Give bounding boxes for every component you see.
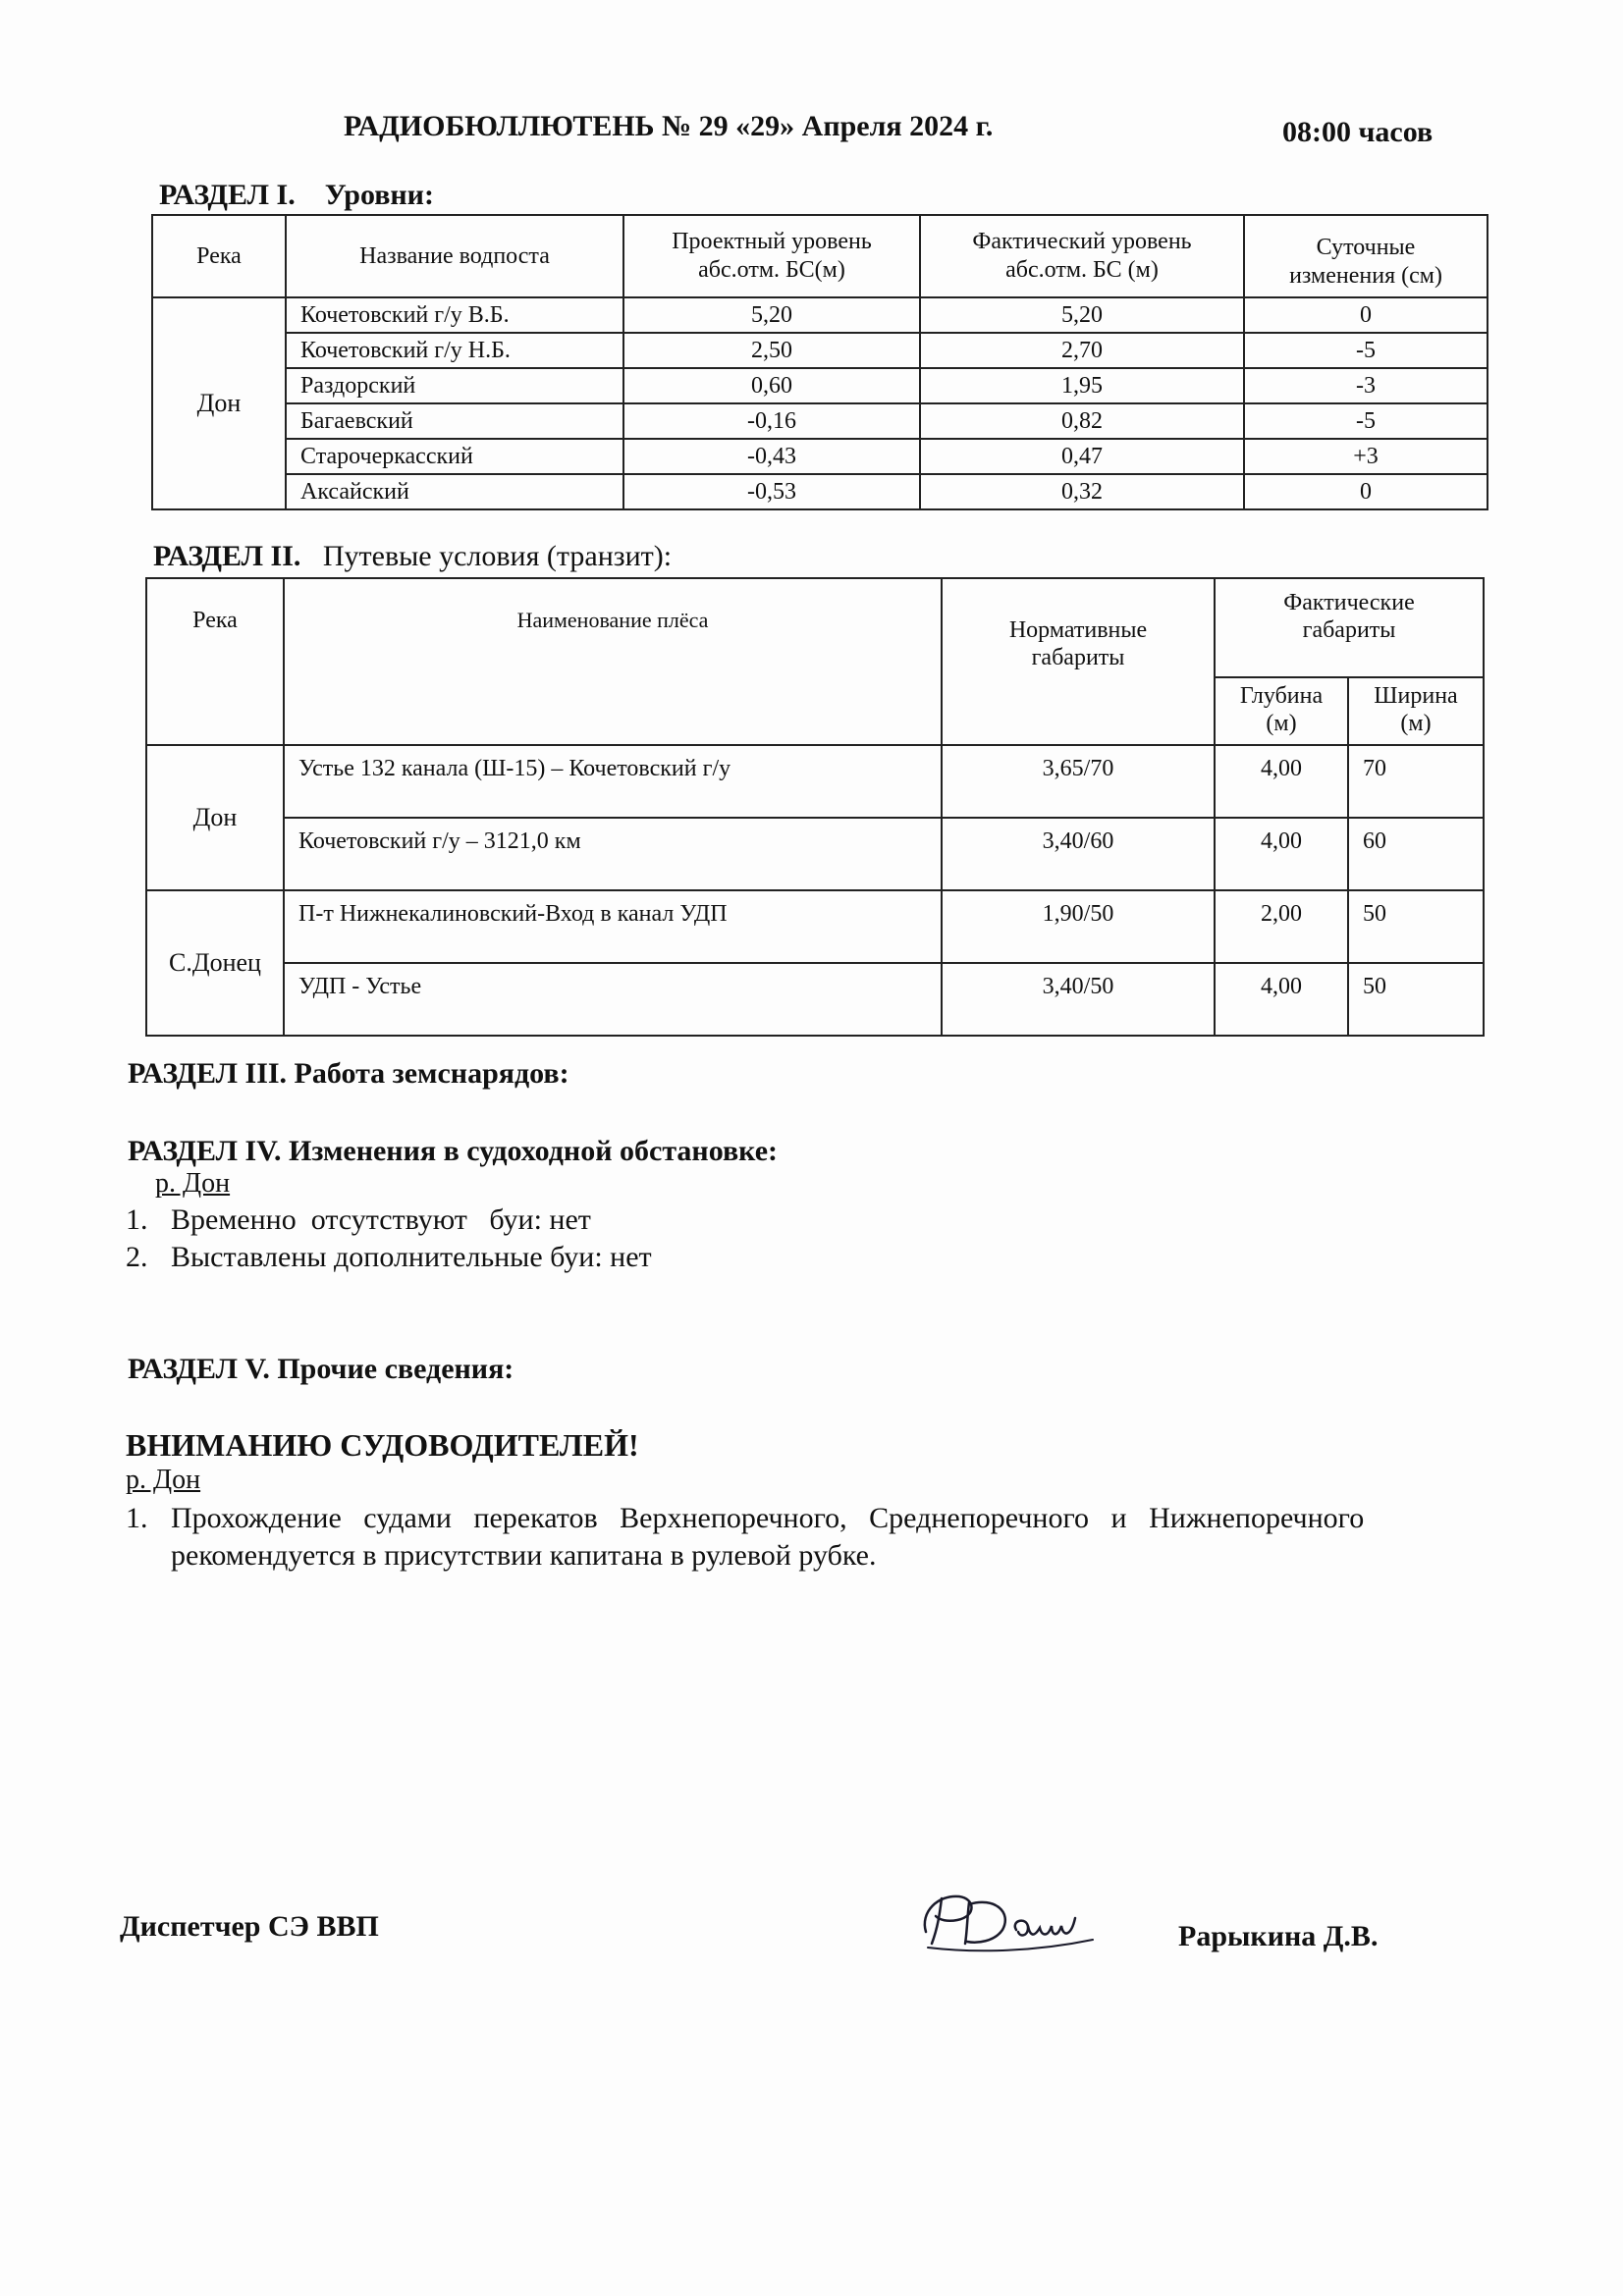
col-daily-change: Суточные изменения (см): [1244, 215, 1488, 297]
list-text-line1: Прохождение судами перекатов Верхнепоречного, Среднепоречного и Нижнепоречного: [171, 1502, 1365, 1534]
design-level: -0,43: [623, 439, 920, 474]
table-row: [146, 818, 1484, 890]
actual-level: 1,95: [920, 368, 1244, 403]
signature-icon: [918, 1883, 1114, 1966]
levels-header-row: [152, 215, 1488, 297]
col-river: Река: [152, 215, 286, 297]
col-design-level: Проектный уровень абс.отм. БС(м): [623, 215, 920, 297]
actual-level: 0,32: [920, 474, 1244, 509]
post-name: Кочетовский г/у Н.Б.: [286, 333, 623, 368]
list-text: Выставлены дополнительные буи: нет: [171, 1241, 652, 1273]
list-item: [126, 1241, 652, 1274]
list-number: 2.: [126, 1241, 148, 1273]
section4-heading: РАЗДЕЛ IV. Изменения в судоходной обстановке:: [128, 1135, 779, 1167]
table-row: [146, 890, 1484, 963]
norm-dimensions: 3,40/60: [942, 818, 1215, 890]
actual-depth: 4,00: [1215, 818, 1348, 890]
col-norm-dimensions: Нормативные габариты: [942, 578, 1215, 745]
daily-change: -5: [1244, 403, 1488, 439]
design-level: 5,20: [623, 297, 920, 333]
segment-name: УДП - Устье: [284, 963, 942, 1036]
table-row: [152, 368, 1488, 403]
section4-river: р. Дон: [155, 1168, 231, 1199]
col-river: Река: [146, 578, 284, 745]
attention-heading: ВНИМАНИЮ СУДОВОДИТЕЛЕЙ!: [126, 1427, 639, 1463]
segment-name: П-т Нижнекалиновский-Вход в канал УДП: [284, 890, 942, 963]
actual-width: 50: [1348, 890, 1484, 963]
dispatcher-name: Рарыкина Д.В.: [1178, 1920, 1379, 1952]
actual-level: 5,20: [920, 297, 1244, 333]
post-name: Старочеркасский: [286, 439, 623, 474]
post-name: Аксайский: [286, 474, 623, 509]
river-cell: Дон: [152, 297, 286, 509]
col-segment: Наименование плёса: [284, 578, 942, 745]
list-text-line2: рекомендуется в присутствии капитана в рулевой рубке.: [171, 1539, 877, 1572]
post-name: Раздорский: [286, 368, 623, 403]
table-row: [146, 745, 1484, 818]
table-row: [146, 963, 1484, 1036]
actual-depth: 2,00: [1215, 890, 1348, 963]
norm-dimensions: 3,40/50: [942, 963, 1215, 1036]
section2-title: Путевые условия (транзит):: [322, 540, 673, 572]
transit-header-row: [146, 578, 1484, 677]
transit-table: [145, 577, 1485, 1037]
levels-table: [151, 214, 1488, 510]
section2-label: РАЗДЕЛ II.: [153, 540, 301, 572]
river-cell: С.Донец: [146, 890, 284, 1036]
table-row: [152, 297, 1488, 333]
list-text: Временно отсутствуют буи: нет: [171, 1203, 591, 1236]
post-name: Кочетовский г/у В.Б.: [286, 297, 623, 333]
col-depth: Глубина (м): [1215, 677, 1348, 745]
col-actual-dimensions: Фактические габариты: [1215, 578, 1484, 677]
daily-change: +3: [1244, 439, 1488, 474]
section1-heading: [159, 179, 434, 212]
table-row: [152, 439, 1488, 474]
actual-level: 0,47: [920, 439, 1244, 474]
bulletin-title: РАДИОБЮЛЛЮТЕНЬ № 29 «29» Апреля 2024 г.: [344, 110, 994, 142]
design-level: 0,60: [623, 368, 920, 403]
actual-width: 50: [1348, 963, 1484, 1036]
daily-change: -3: [1244, 368, 1488, 403]
list-number: 1.: [126, 1502, 148, 1534]
col-width: Ширина (м): [1348, 677, 1484, 745]
river-cell: Дон: [146, 745, 284, 890]
post-name: Багаевский: [286, 403, 623, 439]
daily-change: 0: [1244, 474, 1488, 509]
dispatcher-position: Диспетчер СЭ ВВП: [120, 1910, 379, 1943]
actual-width: 60: [1348, 818, 1484, 890]
actual-level: 0,82: [920, 403, 1244, 439]
section1-title: Уровни:: [324, 179, 434, 211]
attention-river: р. Дон: [126, 1465, 201, 1495]
daily-change: 0: [1244, 297, 1488, 333]
segment-name: Устье 132 канала (Ш-15) – Кочетовский г/у: [284, 745, 942, 818]
actual-depth: 4,00: [1215, 963, 1348, 1036]
design-level: -0,16: [623, 403, 920, 439]
actual-width: 70: [1348, 745, 1484, 818]
daily-change: -5: [1244, 333, 1488, 368]
table-row: [152, 403, 1488, 439]
actual-level: 2,70: [920, 333, 1244, 368]
section5-heading: РАЗДЕЛ V. Прочие сведения:: [128, 1353, 514, 1385]
section3-heading: РАЗДЕЛ III. Работа земснарядов:: [128, 1057, 569, 1090]
actual-depth: 4,00: [1215, 745, 1348, 818]
list-item: [126, 1203, 591, 1237]
design-level: -0,53: [623, 474, 920, 509]
design-level: 2,50: [623, 333, 920, 368]
segment-name: Кочетовский г/у – 3121,0 км: [284, 818, 942, 890]
table-row: [152, 474, 1488, 509]
col-post: Название водпоста: [286, 215, 623, 297]
section1-label: РАЗДЕЛ I.: [159, 179, 296, 211]
norm-dimensions: 3,65/70: [942, 745, 1215, 818]
table-row: [152, 333, 1488, 368]
col-actual-level: Фактический уровень абс.отм. БС (м): [920, 215, 1244, 297]
section2-heading: [153, 540, 672, 573]
list-number: 1.: [126, 1203, 148, 1236]
bulletin-time: 08:00 часов: [1282, 116, 1434, 148]
norm-dimensions: 1,90/50: [942, 890, 1215, 963]
list-item: [126, 1502, 1364, 1535]
